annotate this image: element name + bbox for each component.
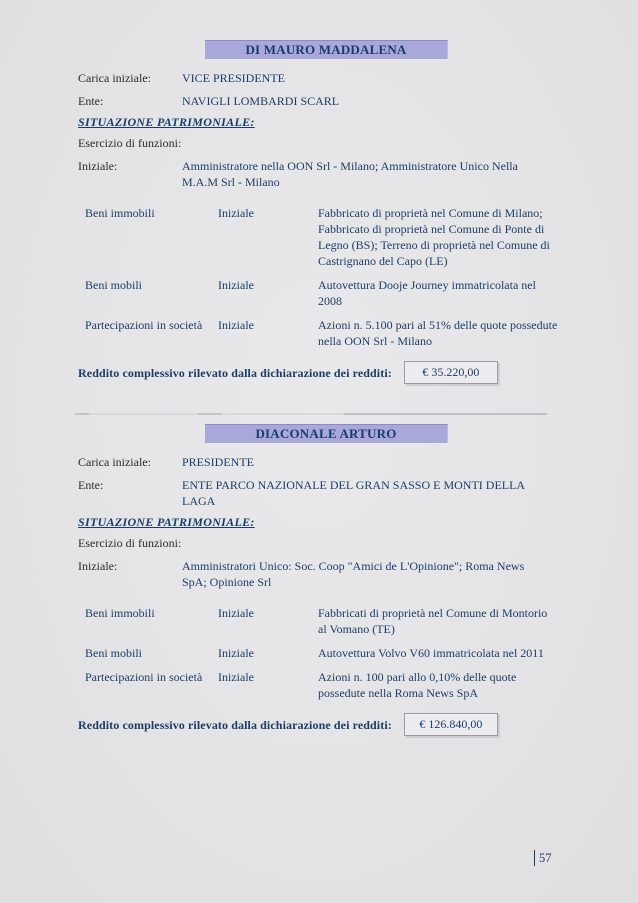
iniziale-label: Iniziale: — [78, 559, 118, 573]
declaration-section-diaconale — [78, 424, 546, 736]
table-row-beni-mobili — [85, 277, 546, 309]
reddito-label: Reddito complessivo rilevato dalla dichiarazione dei redditi: — [78, 365, 392, 380]
asset-type: Partecipazioni in società — [85, 318, 203, 332]
reddito-complessivo-row — [78, 713, 546, 736]
asset-period: Iniziale — [218, 670, 254, 684]
reddito-amount-box: € 35.220,00 — [404, 361, 498, 384]
ente-field — [78, 477, 546, 509]
person-name: DI MAURO MADDALENA — [245, 42, 407, 57]
carica-value: VICE PRESIDENTE — [182, 71, 285, 85]
esercizio-iniziale-value: Amministratore nella OON Srl - Milano; Amministratore Unico Nella M.A.M Srl - Milano — [182, 159, 518, 189]
table-row-beni-mobili — [85, 645, 546, 661]
person-name-header — [205, 40, 448, 59]
carica-field — [78, 70, 546, 86]
asset-period: Iniziale — [218, 646, 254, 660]
reddito-amount-box: € 126.840,00 — [404, 713, 498, 736]
carica-field — [78, 454, 546, 470]
asset-type: Beni mobili — [85, 278, 142, 292]
esercizio-iniziale-value: Amministratori Unico: Soc. Coop "Amici de L'Opinione"; Roma News SpA; Opinione Srl — [182, 559, 525, 589]
asset-period: Iniziale — [218, 606, 254, 620]
asset-description: Fabbricati di proprietà nel Comune di Montorio al Vomano (TE) — [318, 606, 548, 636]
carica-label: Carica iniziale: — [78, 455, 151, 469]
ente-label: Ente: — [78, 94, 104, 108]
asset-description: Autovettura Dooje Journey immatricolata nel 2008 — [318, 278, 536, 308]
asset-type: Beni immobili — [85, 606, 155, 620]
page-number-value: 57 — [539, 851, 552, 865]
reddito-complessivo-row — [78, 361, 546, 384]
asset-type: Beni mobili — [85, 646, 142, 660]
esercizio-di-funzioni-label: Esercizio di funzioni: — [78, 536, 182, 550]
asset-type: Beni immobili — [85, 206, 155, 220]
section-divider-line — [75, 413, 547, 415]
asset-type: Partecipazioni in società — [85, 670, 203, 684]
asset-description: Fabbricato di proprietà nel Comune di Milano; Fabbricato di proprietà nel Comune di Ponte di Legno (BS); Terreno di proprietà nel Comune di Castrignano del Capo (LE) — [318, 206, 550, 268]
page-number — [534, 850, 552, 866]
situazione-patrimoniale-heading: SITUAZIONE PATRIMONIALE: — [78, 515, 255, 529]
situazione-patrimoniale-heading: SITUAZIONE PATRIMONIALE: — [78, 115, 255, 129]
asset-period: Iniziale — [218, 278, 254, 292]
table-row-partecipazioni — [85, 669, 546, 701]
carica-label: Carica iniziale: — [78, 71, 151, 85]
carica-value: PRESIDENTE — [182, 455, 254, 469]
reddito-label: Reddito complessivo rilevato dalla dichiarazione dei redditi: — [78, 717, 392, 732]
asset-description: Azioni n. 100 pari allo 0,10% delle quote possedute nella Roma News SpA — [318, 670, 517, 700]
ente-label: Ente: — [78, 478, 104, 492]
asset-period: Iniziale — [218, 318, 254, 332]
person-name: DIACONALE ARTURO — [255, 426, 397, 441]
ente-field — [78, 93, 546, 109]
asset-period: Iniziale — [218, 206, 254, 220]
ente-value: NAVIGLI LOMBARDI SCARL — [182, 94, 340, 108]
asset-description: Azioni n. 5.100 pari al 51% delle quote possedute nella OON Srl - Milano — [318, 318, 558, 348]
esercizio-iniziale-field — [78, 558, 546, 590]
person-name-header — [205, 424, 448, 443]
asset-description: Autovettura Volvo V60 immatricolata nel 2011 — [318, 646, 544, 660]
table-row-beni-immobili — [85, 605, 546, 637]
iniziale-label: Iniziale: — [78, 159, 118, 173]
declaration-section-di-mauro — [78, 40, 558, 384]
table-row-beni-immobili — [85, 205, 550, 269]
ente-value: ENTE PARCO NAZIONALE DEL GRAN SASSO E MONTI DELLA LAGA — [182, 478, 525, 508]
esercizio-di-funzioni-label: Esercizio di funzioni: — [78, 136, 182, 150]
esercizio-iniziale-field — [78, 158, 546, 190]
table-row-partecipazioni — [85, 317, 558, 349]
